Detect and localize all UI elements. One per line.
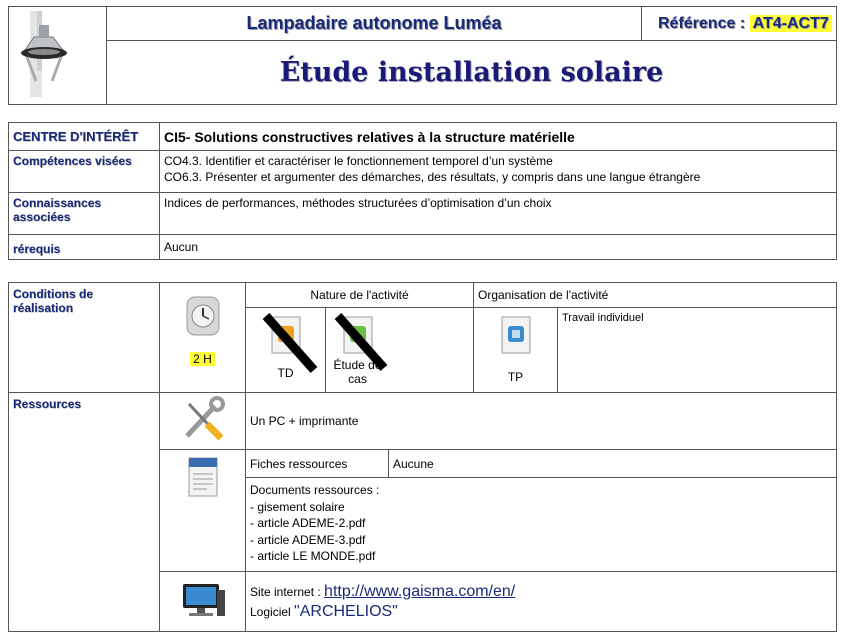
software-cell bbox=[246, 572, 837, 632]
duration-cell bbox=[160, 283, 246, 393]
fiches-value: Aucune bbox=[389, 450, 837, 478]
computer-cell bbox=[160, 572, 246, 632]
connaissances-label: Connaissances associées bbox=[9, 193, 160, 235]
product-title: Lampadaire autonome Luméa bbox=[107, 7, 642, 41]
competences-label: Compétences visées bbox=[9, 151, 160, 193]
reference-label: Référence : bbox=[658, 14, 746, 32]
activity-label: TP bbox=[507, 370, 524, 384]
connaissances-value: Indices de performances, méthodes structurées d’optimisation d’un choix bbox=[160, 193, 837, 235]
activity-tp bbox=[474, 308, 558, 393]
activity-label: TD bbox=[277, 366, 294, 380]
centre-interet-label: CENTRE D'INTÉRÊT bbox=[9, 123, 160, 151]
activity-td bbox=[246, 308, 326, 393]
fiches-label: Fiches ressources bbox=[246, 450, 389, 478]
ressources-label: Ressources bbox=[9, 393, 160, 632]
competence-line: CO4.3. Identifier et caractériser le fonctionnement temporel d’un système bbox=[164, 154, 553, 168]
nature-header: Nature de l'activité bbox=[246, 283, 474, 308]
software-name: "ARCHELIOS" bbox=[294, 602, 398, 620]
document-file-icon bbox=[183, 454, 223, 502]
lamp-logo-cell bbox=[9, 7, 107, 105]
reference-cell bbox=[642, 7, 837, 41]
prerequis-value: Aucun bbox=[160, 235, 837, 260]
document-item: - article LE MONDE.pdf bbox=[250, 549, 376, 563]
equipment-value: Un PC + imprimante bbox=[246, 393, 837, 450]
activity-label: Étude de cas bbox=[333, 358, 382, 386]
main-title: Étude installation solaire bbox=[107, 41, 837, 105]
tp-document-icon bbox=[496, 314, 536, 358]
organisation-header: Organisation de l'activité bbox=[474, 283, 837, 308]
document-item: - article ADEME-2.pdf bbox=[250, 516, 366, 530]
competence-line: CO6.3. Présenter et argumenter des démarches, des résultats, y compris dans une langue étrangère bbox=[164, 170, 701, 184]
activity-case bbox=[326, 308, 474, 393]
site-label: Site internet : bbox=[250, 584, 325, 599]
duration-value: 2 H bbox=[190, 352, 215, 366]
documents-title: Documents ressources : bbox=[250, 483, 380, 497]
tools-cell bbox=[160, 393, 246, 450]
conditions-label: Conditions de réalisation bbox=[9, 283, 160, 393]
ressources-table bbox=[8, 282, 837, 632]
reference-code: AT4-ACT7 bbox=[750, 15, 832, 32]
document-item: - gisement solaire bbox=[250, 499, 345, 514]
street-lamp-icon bbox=[9, 7, 105, 99]
site-link[interactable]: http://www.gaisma.com/en/ bbox=[324, 582, 516, 600]
centre-interet-value: CI5- Solutions constructives relatives à la structure matérielle bbox=[160, 123, 837, 151]
organisation-value: Travail individuel bbox=[558, 308, 837, 393]
docs-icon-cell bbox=[160, 450, 246, 572]
tools-icon bbox=[179, 396, 227, 444]
prerequis-label: rérequis bbox=[9, 235, 160, 260]
document-item: - article ADEME-3.pdf bbox=[250, 532, 366, 547]
software-label: Logiciel bbox=[250, 604, 295, 619]
competences-value bbox=[160, 151, 837, 193]
header-table bbox=[8, 6, 837, 105]
centre-interet-table bbox=[8, 122, 837, 260]
computer-icon bbox=[179, 580, 227, 620]
clock-icon bbox=[183, 293, 223, 341]
documents-cell bbox=[246, 478, 837, 572]
